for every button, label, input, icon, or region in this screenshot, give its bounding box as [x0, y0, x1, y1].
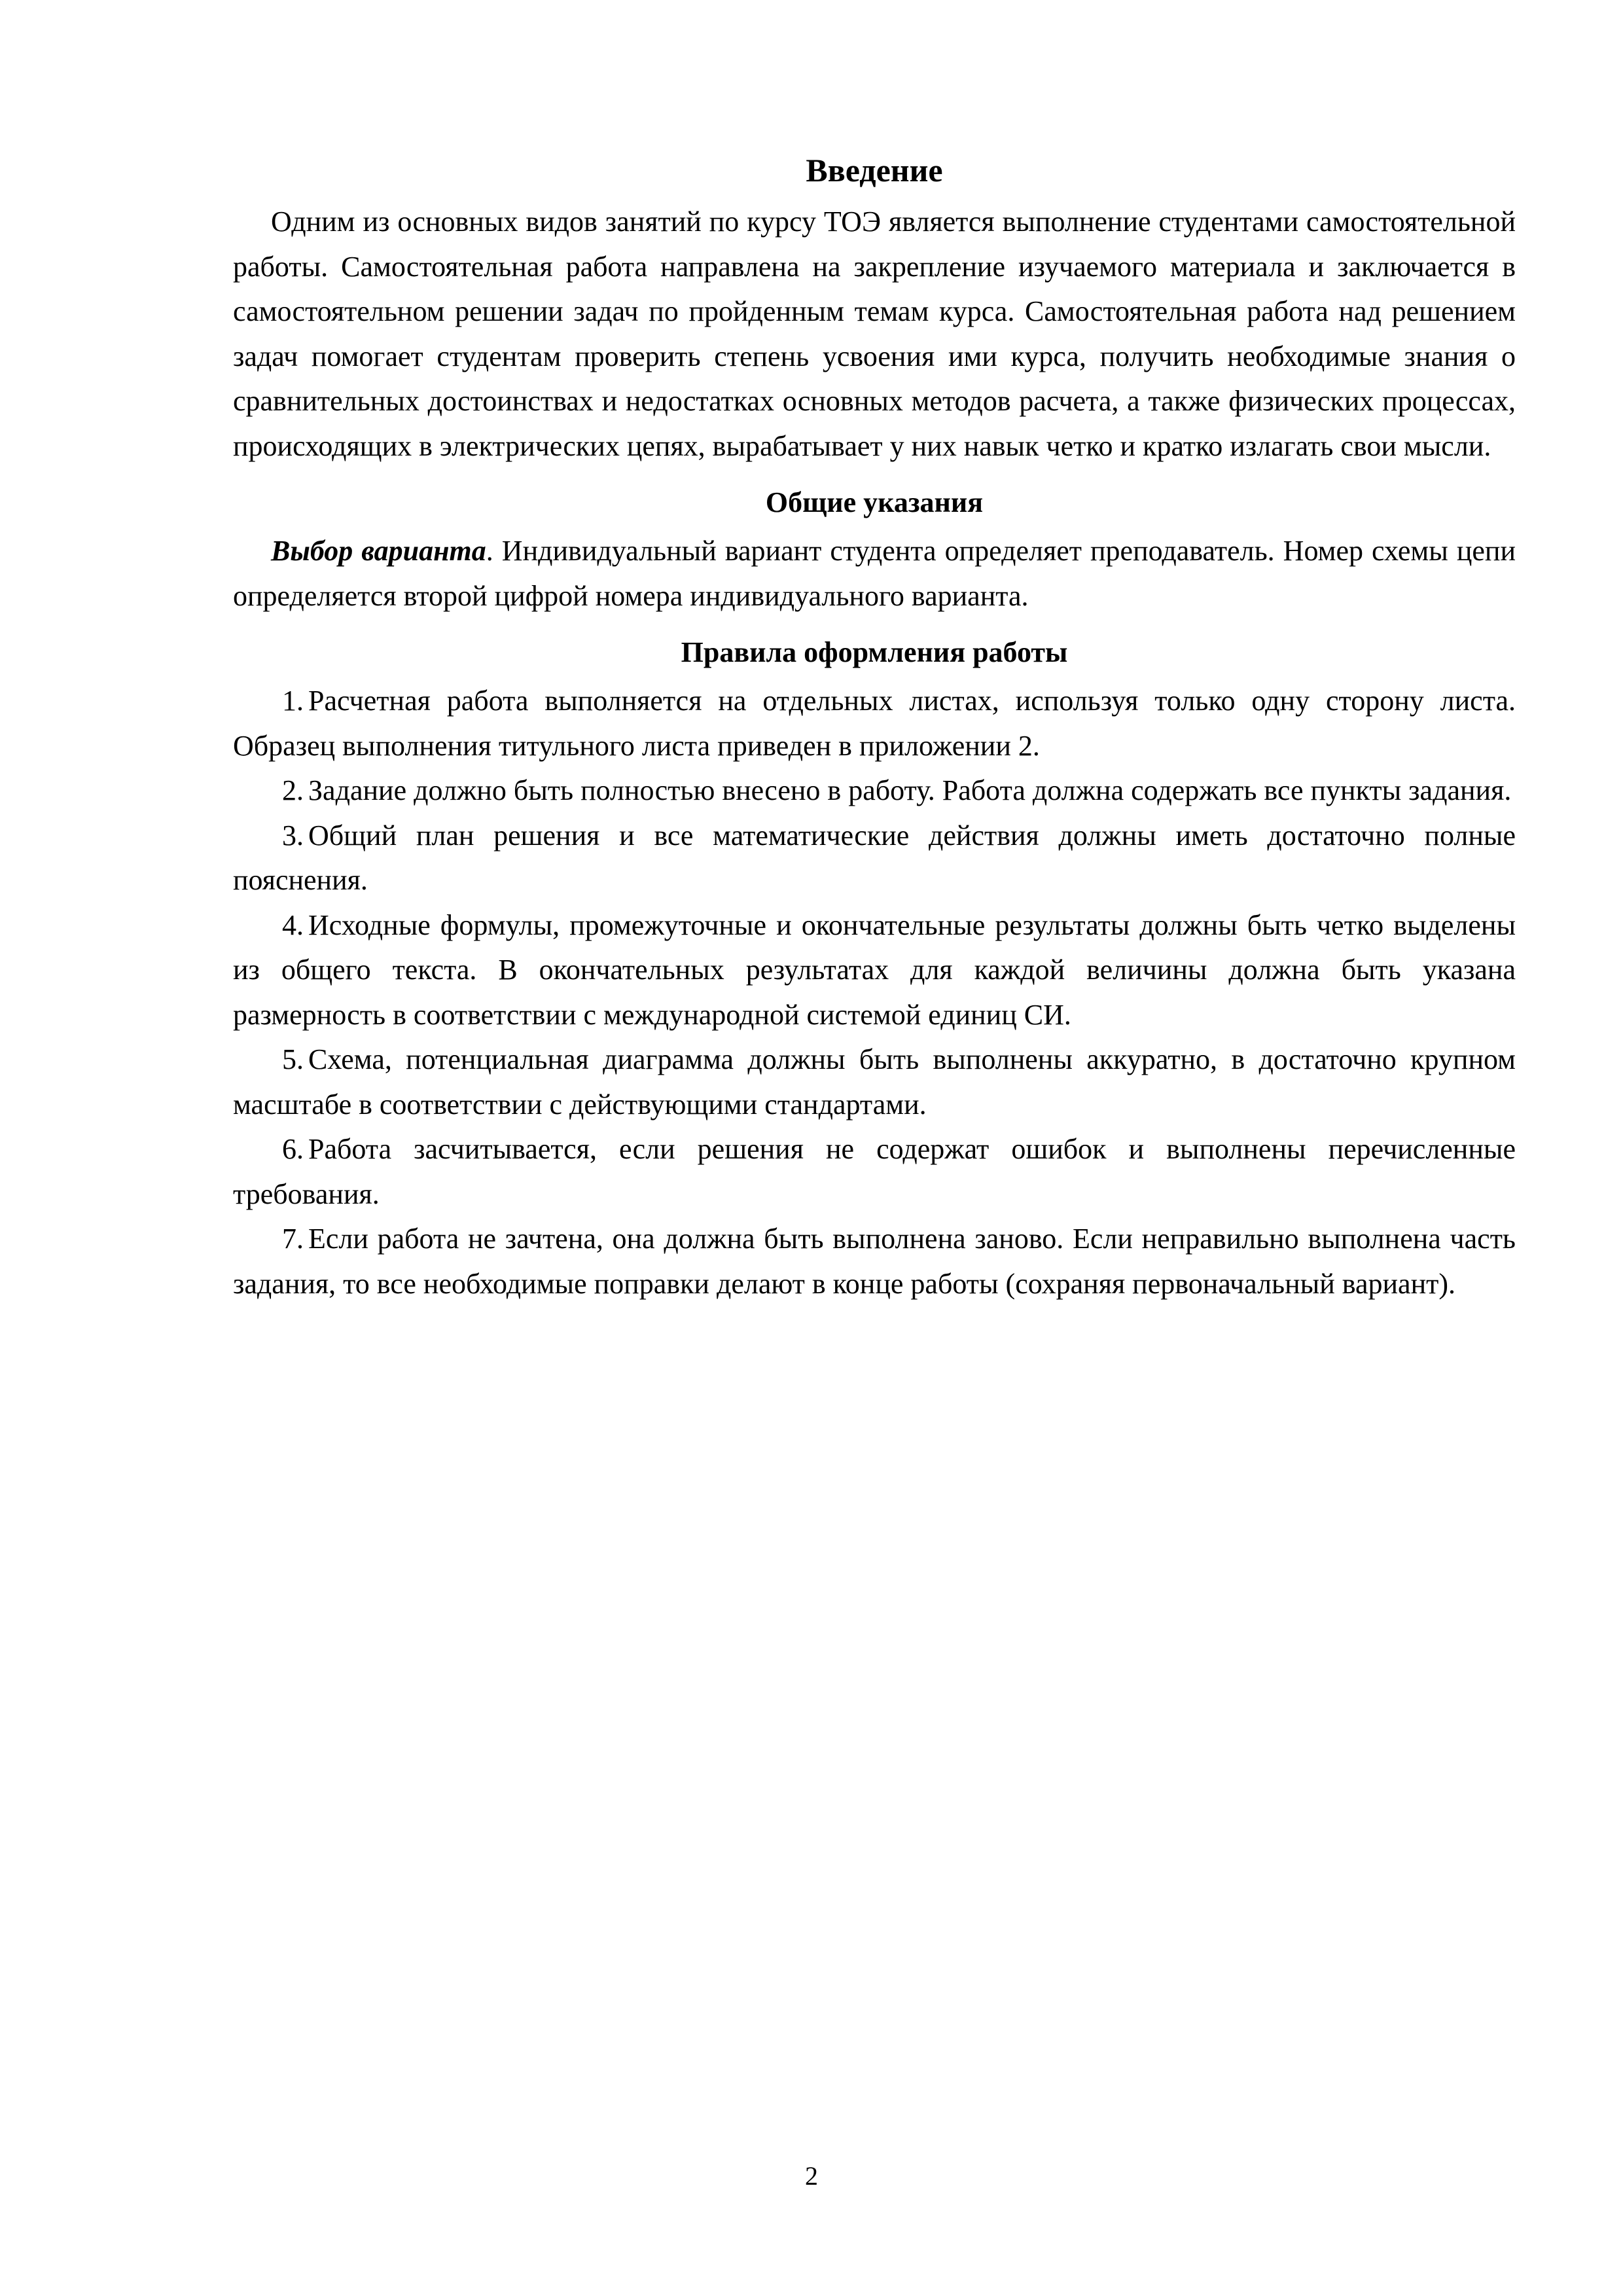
rule-text: Исходные формулы, промежуточные и окончательные результаты должны быть четко выделены из общего текста. В окончательных результатах для каждой величины должна быть указана размерность в соответствии с международной системой единиц СИ.: [233, 908, 1516, 1031]
rule-number: 7.: [282, 1223, 304, 1255]
rule-number: 3.: [282, 819, 304, 852]
rule-item: [233, 814, 1516, 903]
general-heading: Общие указания: [765, 486, 984, 518]
document-page: [233, 147, 1516, 1306]
rule-text: Общий план решения и все математические действия должны иметь достаточно полные пояснения.: [233, 819, 1516, 896]
intro-heading: Введение: [806, 152, 943, 188]
variant-choice-text: . Индивидуальный вариант студента определяет преподаватель. Номер схемы цепи определяется второй цифрой номера индивидуального варианта.: [233, 535, 1516, 612]
rule-text: Задание должно быть полностью внесено в работу. Работа должна содержать все пункты задания.: [308, 774, 1512, 806]
rule-item: [233, 1037, 1516, 1127]
rules-heading: Правила оформления работы: [681, 636, 1068, 668]
variant-choice-lead: Выбор варианта: [271, 535, 486, 567]
intro-paragraph: Одним из основных видов занятий по курсу ТОЭ является выполнение студентами самостоятельной работы. Самостоятельная работа направлена на закрепление изучаемого материала и заключается в самостоятельном решении задач по пройденным темам курса. Самостоятельная работа над решением задач помогает студентам проверить степень усвоения ими курса, получить необходимые знания о сравнительных достоинствах и недостатках основных методов расчета, а также физических процессах, происходящих в электрических цепях, вырабатывает у них навык четко и кратко излагать свои мысли.: [233, 206, 1516, 462]
rule-item: [233, 1127, 1516, 1217]
rule-text: Схема, потенциальная диаграмма должны быть выполнены аккуратно, в достаточно крупном масштабе в соответствии с действующими стандартами.: [233, 1043, 1516, 1121]
rule-number: 2.: [282, 774, 304, 806]
rules-list: [233, 679, 1516, 1306]
rule-number: 4.: [282, 908, 304, 941]
page-number: 2: [805, 2161, 818, 2191]
general-paragraph: [233, 529, 1516, 619]
rule-number: 6.: [282, 1133, 304, 1165]
rule-item: [233, 903, 1516, 1038]
rule-text: Расчетная работа выполняется на отдельных листах, используя только одну сторону листа. Образец выполнения титульного листа приведен в приложении 2.: [233, 685, 1516, 762]
rule-item: [233, 679, 1516, 768]
rule-number: 1.: [282, 685, 304, 717]
rule-item: [233, 1217, 1516, 1306]
rule-text: Если работа не зачтена, она должна быть выполнена заново. Если неправильно выполнена часть задания, то все необходимые поправки делают в конце работы (сохраняя первоначальный вариант).: [233, 1223, 1516, 1300]
rule-text: Работа засчитывается, если решения не содержат ошибок и выполнены перечисленные требования.: [233, 1133, 1516, 1210]
rule-item: [233, 768, 1516, 814]
rule-number: 5.: [282, 1043, 304, 1075]
